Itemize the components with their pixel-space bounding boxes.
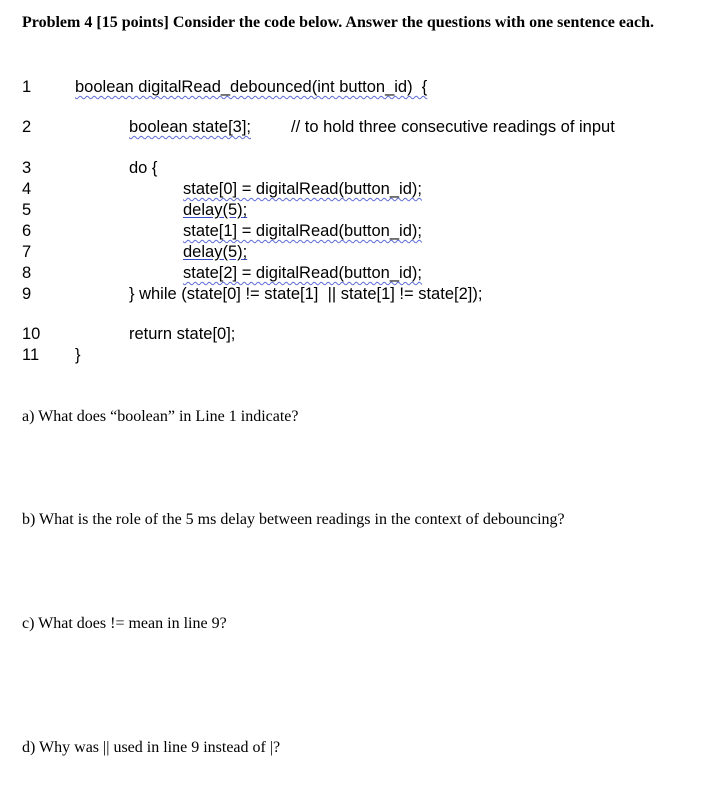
line-number: 2: [22, 118, 32, 136]
code-line-declaration: [129, 118, 251, 137]
question-text: What does “boolean” in Line 1 indicate?: [38, 408, 299, 425]
line-number: 3: [22, 159, 32, 177]
line-number: 5: [22, 201, 32, 219]
question-c: [22, 615, 227, 633]
question-label: c): [22, 615, 35, 632]
code-declaration: boolean state[3];: [129, 118, 252, 136]
code-line-return: return state[0];: [129, 325, 236, 343]
line-number: 11: [22, 346, 40, 364]
question-a: [22, 408, 299, 426]
question-label: b): [22, 511, 36, 528]
code-line-while: } while (state[0] != state[1] || state[1] != state[2]);: [129, 285, 483, 303]
question-label: d): [22, 739, 36, 756]
problem-heading: Problem 4 [15 points] Consider the code below. Answer the questions with one sentence each.: [22, 14, 654, 31]
line-number: 4: [22, 180, 32, 198]
question-b: [22, 511, 565, 529]
code-line-read-1: state[1] = digitalRead(button_id);: [183, 222, 422, 240]
line-number: 8: [22, 264, 32, 282]
line-number: 9: [22, 285, 32, 303]
question-text: What is the role of the 5 ms delay between readings in the context of debouncing?: [39, 511, 565, 528]
code-line-do: do {: [129, 159, 158, 177]
code-line-read-2: state[2] = digitalRead(button_id);: [183, 264, 422, 282]
line-number: 6: [22, 222, 32, 240]
line-number: 1: [22, 78, 32, 96]
question-d: [22, 739, 280, 757]
question-label: a): [22, 408, 35, 425]
question-text: Why was || used in line 9 instead of |?: [39, 739, 281, 756]
code-comment: // to hold three consecutive readings of input: [291, 118, 615, 136]
code-line-delay-2: delay(5);: [183, 243, 248, 261]
code-line-close-brace: }: [75, 346, 81, 364]
code-line-delay-1: delay(5);: [183, 201, 248, 219]
line-number: 7: [22, 243, 32, 261]
question-text: What does != mean in line 9?: [38, 615, 227, 632]
code-line-signature: boolean digitalRead_debounced(int button_id) {: [75, 78, 428, 96]
line-number: 10: [22, 325, 41, 343]
code-line-read-0: state[0] = digitalRead(button_id);: [183, 180, 422, 198]
code-listing: [0, 0, 715, 380]
